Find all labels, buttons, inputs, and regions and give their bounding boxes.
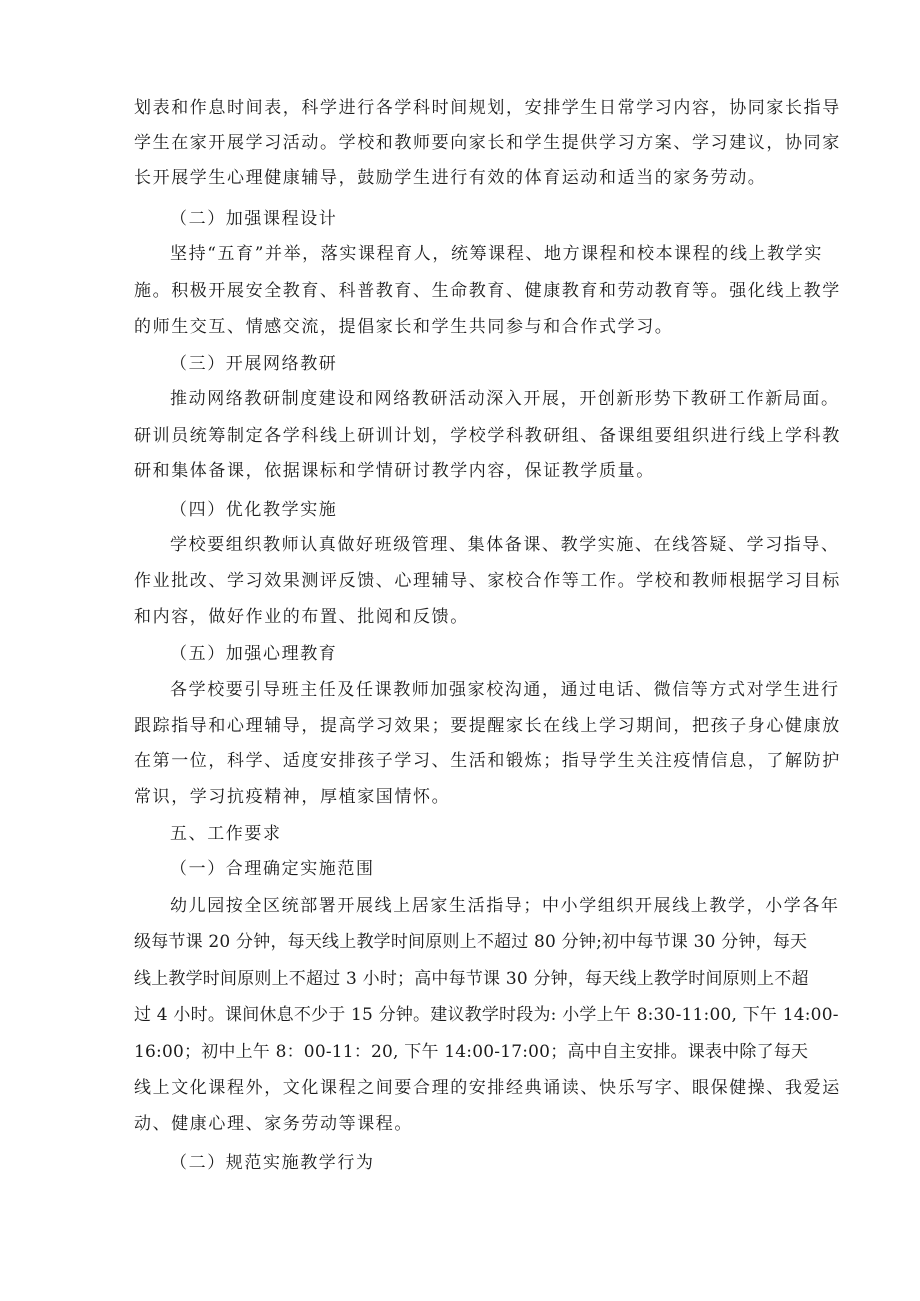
- paragraph-line: 和内容，做好作业的布置、批阅和反馈。: [134, 607, 469, 627]
- paragraph-line: 的师生交互、情感交流，提倡家长和学生共同参与和合作式学习。: [134, 317, 674, 337]
- paragraph-line: 研和集体备课，依据课标和学情研讨教学内容，保证教学质量。: [134, 461, 655, 481]
- paragraph-line: 研训员统筹制定各学科线上研训计划，学校学科教研组、备课组要组织进行线上学科教: [134, 426, 841, 446]
- paragraph-line: 划表和作息时间表，科学进行各学科时间规划，安排学生日常学习内容，协同家长指导: [134, 98, 841, 118]
- section-title: 五、工作要求: [170, 824, 282, 844]
- section-heading: （三）开展网络教研: [170, 354, 338, 374]
- section-heading: （五）加强心理教育: [170, 644, 338, 664]
- section-heading: （二）加强课程设计: [170, 209, 338, 229]
- paragraph-line: 过 4 小时。课间休息不少于 15 分钟。建议教学时段为: 小学上午 8:30-11:00, 下午 14:00-: [134, 1005, 839, 1025]
- paragraph-line: 线上文化课程外，文化课程之间要合理的安排经典诵读、快乐写字、眼保健操、我爱运: [134, 1078, 841, 1098]
- paragraph-line: 推动网络教研制度建设和网络教研活动深入开展，开创新形势下教研工作新局面。: [170, 389, 840, 409]
- paragraph-line: 学生在家开展学习活动。学校和教师要向家长和学生提供学习方案、学习建议，协同家: [134, 133, 841, 153]
- paragraph-line: 级每节课 20 分钟，每天线上教学时间原则上不超过 80 分钟;初中每节课 30 分钟，每天: [134, 932, 808, 952]
- paragraph-line: 各学校要引导班主任及任课教师加强家校沟通，通过电话、微信等方式对学生进行: [170, 680, 840, 700]
- paragraph-line: 学校要组织教师认真做好班级管理、集体备课、教学实施、在线答疑、学习指导、: [170, 535, 840, 555]
- paragraph-line: 幼儿园按全区统部署开展线上居家生活指导；中小学组织开展线上教学，小学各年: [170, 896, 840, 916]
- section-heading: （二）规范实施教学行为: [170, 1153, 375, 1173]
- paragraph-line: 长开展学生心理健康辅导，鼓励学生进行有效的体育运动和适当的家务劳动。: [134, 168, 767, 188]
- paragraph-line: 动、健康心理、家务劳动等课程。: [134, 1114, 413, 1134]
- paragraph-line: 跟踪指导和心理辅导，提高学习效果；要提醒家长在线上学习期间，把孩子身心健康放: [134, 716, 841, 736]
- paragraph-line: 施。积极开展安全教育、科普教育、生命教育、健康教育和劳动教育等。强化线上教学: [134, 281, 841, 301]
- paragraph-line: 16:00；初中上午 8：00-11：20, 下午 14:00-17:00；高中自主安排。课表中除了每天: [134, 1042, 809, 1062]
- paragraph-line: 在第一位，科学、适度安排孩子学习、生活和锻炼；指导学生关注疫情信息，了解防护: [134, 751, 841, 771]
- paragraph-line: 作业批改、学习效果测评反馈、心理辅导、家校合作等工作。学校和教师根据学习目标: [134, 571, 841, 591]
- paragraph-line: 线上教学时间原则上不超过 3 小时；高中每节课 30 分钟，每天线上教学时间原则上不超: [134, 969, 809, 989]
- section-heading: （一）合理确定实施范围: [170, 859, 375, 879]
- paragraph-line: 坚持“五育”并举，落实课程育人，统筹课程、地方课程和校本课程的线上教学实: [170, 244, 823, 264]
- paragraph-line: 常识，学习抗疫精神，厚植家国情怀。: [134, 787, 451, 807]
- section-heading: （四）优化教学实施: [170, 500, 338, 520]
